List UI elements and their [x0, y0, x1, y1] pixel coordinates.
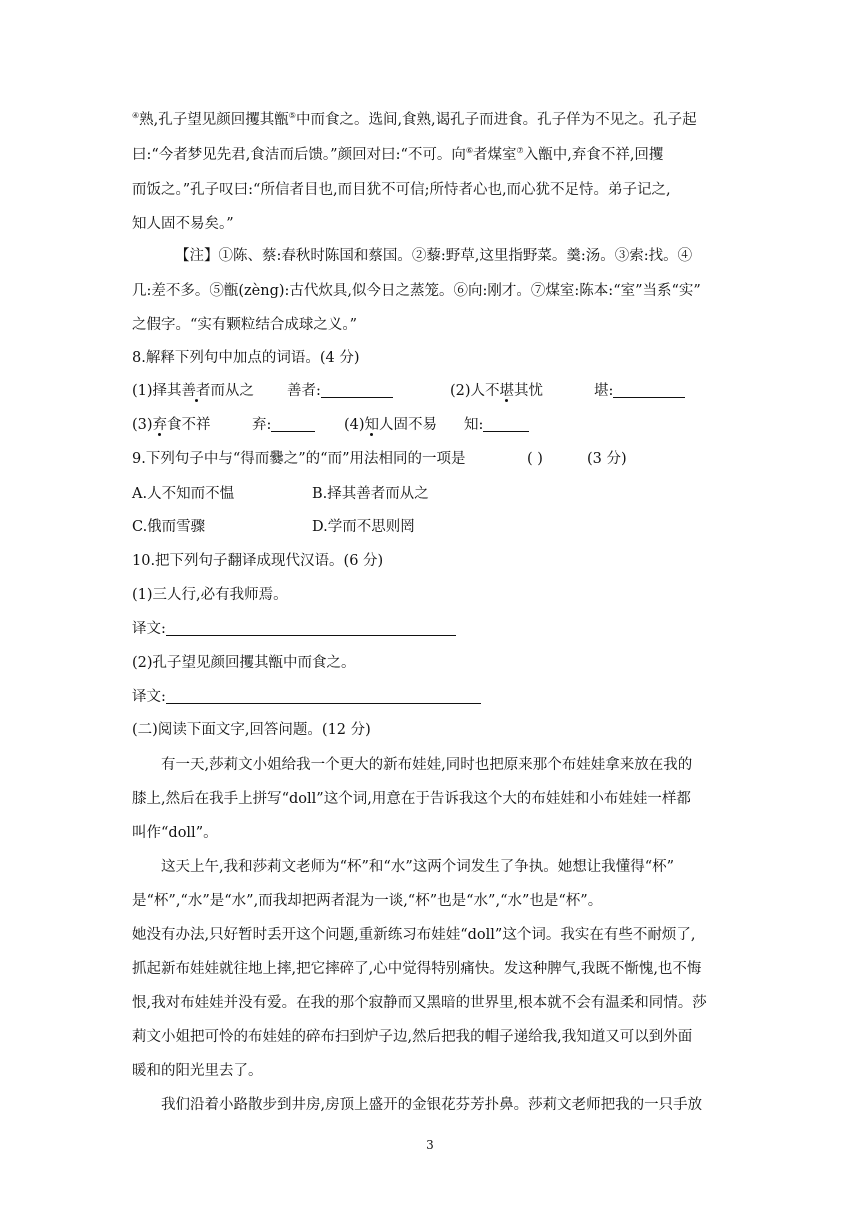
passage-line-4: 知人固不易矣。” — [132, 216, 234, 232]
note-line-1: 【注】①陈、蔡:春秋时陈国和蔡国。②藜:野草,这里指野菜。羹:汤。③索:找。④ — [175, 248, 693, 264]
footnote-marker: ⑥ — [465, 146, 474, 155]
dotted-word: 弃 — [152, 417, 168, 433]
note-line-2: 几:差不多。⑤甑(zèng):古代炊具,似今日之蒸笼。⑥向:刚才。⑦煤室:陈本:“室”当系“实” — [132, 283, 701, 299]
dotted-word: 善者 — [181, 383, 211, 399]
answer-blank[interactable] — [483, 417, 529, 432]
paragraph-1-line-2: 膝上,然后在我手上拼写“doll”这个词,用意在于告诉我这个大的布娃娃和小布娃娃一样都 — [132, 791, 691, 807]
q8-item-a: (1)择其善者而从之 — [132, 383, 255, 399]
option-b[interactable]: B.择其善者而从之 — [312, 486, 429, 502]
q8-answer-c: 弃: — [252, 415, 315, 435]
q8-item-d: (4)知人固不易 — [344, 417, 438, 433]
paragraph-3-line-1: 我们沿着小路散步到井房,房顶上盛开的金银花芬芳扑鼻。莎莉文老师把我的一只手放 — [161, 1097, 703, 1113]
q8-answer-a: 善者: — [287, 381, 393, 401]
translation-blank[interactable] — [166, 621, 456, 636]
question-9-stem: 9.下列句子中与“得而爨之”的“而”用法相同的一项是 ( ) (3 分) — [132, 451, 627, 467]
footnote-marker: ④ — [132, 111, 140, 120]
paragraph-1-line-1: 有一天,莎莉文小姐给我一个更大的新布娃娃,同时也把原来那个布娃娃拿来放在我的 — [161, 757, 693, 773]
answer-blank[interactable] — [613, 383, 685, 398]
q8-item-b: (2)人不堪其忧 — [450, 383, 544, 399]
paragraph-2-line-6: 莉文小姐把可怜的布娃娃的碎布扫到炉子边,然后把我的帽子递给我,我知道又可以到外面 — [132, 1029, 693, 1045]
answer-blank[interactable] — [321, 383, 393, 398]
section-2-heading: (二)阅读下面文字,回答问题。(12 分) — [132, 722, 371, 738]
answer-paren[interactable]: ( ) — [527, 451, 543, 467]
question-9-score: (3 分) — [587, 451, 627, 467]
dotted-word: 堪 — [499, 383, 515, 399]
paragraph-2-line-7: 暖和的阳光里去了。 — [132, 1063, 263, 1079]
q8-answer-d: 知: — [464, 415, 529, 435]
question-10-stem: 10.把下列句子翻译成现代汉语。(6 分) — [132, 553, 384, 569]
dotted-word: 知 — [364, 417, 380, 433]
paragraph-2-line-2: 是“杯”,“水”是“水”,而我却把两者混为一谈,“杯”也是“水”,“水”也是“杯”。 — [132, 893, 603, 909]
passage-line-3: 而饭之。”孔子叹曰:“所信者目也,而目犹不可信;所恃者心也,而心犹不足恃。弟子记之, — [132, 182, 671, 198]
translation-line-1: 译文: — [132, 619, 732, 639]
passage-line-2: 曰:“今者梦见先君,食洁而后馈。”颜回对曰:“不可。向⑥者煤室⑦入甑中,弃食不祥,回攫 — [132, 146, 664, 163]
option-d[interactable]: D.学而不思则罔 — [312, 519, 415, 535]
paragraph-1-line-3: 叫作“doll”。 — [132, 825, 218, 841]
question-10-sentence-1: (1)三人行,必有我师焉。 — [132, 587, 288, 603]
question-8-stem: 8.解释下列句中加点的词语。(4 分) — [132, 350, 360, 366]
paragraph-2-line-1: 这天上午,我和莎莉文老师为“杯”和“水”这两个词发生了争执。她想让我懂得“杯” — [161, 859, 675, 875]
question-10-sentence-2: (2)孔子望见颜回攫其甑中而食之。 — [132, 655, 356, 671]
option-c[interactable]: C.俄而雪骤 — [132, 519, 206, 535]
passage-line-1: ④熟,孔子望见颜回攫其甑⑤中而食之。选间,食熟,谒孔子而进食。孔子佯为不见之。孔子起 — [132, 111, 697, 128]
note-line-3: 之假字。“实有颗粒结合成球之义。” — [132, 317, 358, 333]
answer-blank[interactable] — [271, 417, 315, 432]
option-a[interactable]: A.人不知而不愠 — [132, 486, 235, 502]
translation-blank[interactable] — [166, 689, 481, 704]
footnote-marker: ⑤ — [288, 111, 296, 120]
q8-item-c: (3)弃食不祥 — [132, 417, 211, 433]
paragraph-2-line-3: 她没有办法,只好暂时丢开这个问题,重新练习布娃娃“doll”这个词。我实在有些不耐烦了, — [132, 927, 696, 943]
translation-line-2: 译文: — [132, 687, 732, 707]
q8-answer-b: 堪: — [594, 381, 685, 401]
page-number: 3 — [426, 1138, 434, 1152]
footnote-marker: ⑦ — [516, 146, 524, 155]
paragraph-2-line-5: 恨,我对布娃娃并没有爱。在我的那个寂静而又黑暗的世界里,根本就不会有温柔和同情。莎 — [132, 995, 707, 1011]
paragraph-2-line-4: 抓起新布娃娃就往地上摔,把它摔碎了,心中觉得特别痛快。发这种脾气,我既不惭愧,也不悔 — [132, 961, 702, 977]
